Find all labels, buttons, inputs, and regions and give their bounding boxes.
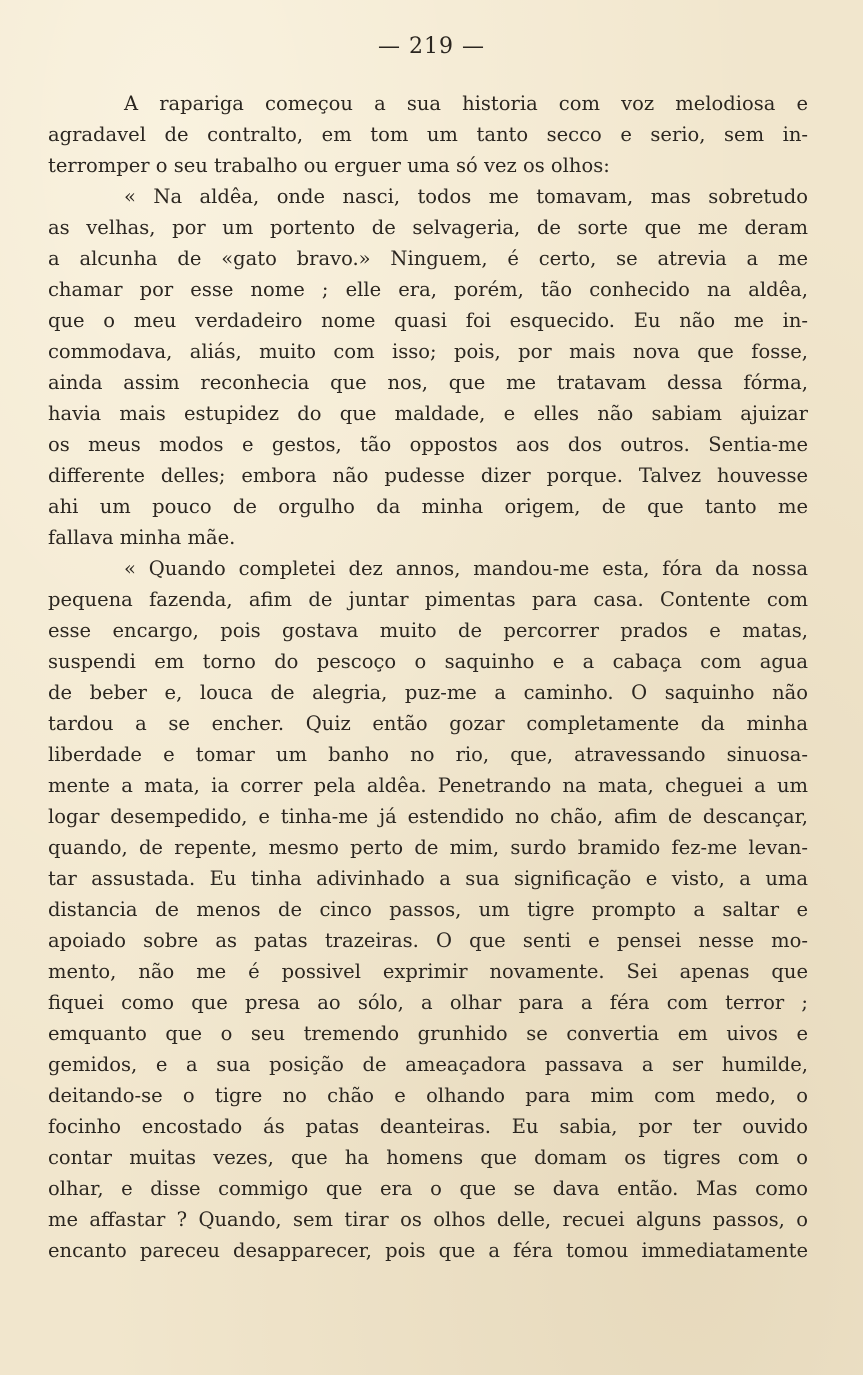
text-line: « Quando completei dez annos, mandou-me esta, fóra da nossa bbox=[124, 557, 808, 580]
text-line: pequena fazenda, afim de juntar pimentas para casa. Contente com bbox=[48, 588, 808, 611]
text-line: A rapariga começou a sua historia com voz melodiosa e bbox=[124, 92, 808, 115]
text-line: fiquei como que presa ao sólo, a olhar para a féra com terror ; bbox=[48, 991, 808, 1014]
page-number: — 219 — bbox=[378, 34, 485, 59]
text-line: apoiado sobre as patas trazeiras. O que senti e pensei nesse mo- bbox=[48, 929, 808, 952]
text-line: a alcunha de «gato bravo.» Ninguem, é certo, se atrevia a me bbox=[48, 247, 808, 270]
text-line: tardou a se encher. Quiz então gozar completamente da minha bbox=[48, 712, 808, 735]
text-line: agradavel de contralto, em tom um tanto secco e serio, sem in- bbox=[48, 123, 808, 146]
text-line: distancia de menos de cinco passos, um tigre prompto a saltar e bbox=[48, 898, 808, 921]
text-line: liberdade e tomar um banho no rio, que, atravessando sinuosa- bbox=[48, 743, 808, 766]
text-line: logar desempedido, e tinha-me já estendido no chão, afim de descançar, bbox=[48, 805, 808, 828]
text-line: suspendi em torno do pescoço o saquinho e a cabaça com agua bbox=[48, 650, 808, 673]
text-line: fallava minha mãe. bbox=[48, 526, 236, 549]
text-line: esse encargo, pois gostava muito de percorrer prados e matas, bbox=[48, 619, 808, 642]
text-line: havia mais estupidez do que maldade, e elles não sabiam ajuizar bbox=[48, 402, 808, 425]
text-line: ahi um pouco de orgulho da minha origem, de que tanto me bbox=[48, 495, 808, 518]
text-line: que o meu verdadeiro nome quasi foi esquecido. Eu não me in- bbox=[48, 309, 808, 332]
text-line: gemidos, e a sua posição de ameaçadora passava a ser humilde, bbox=[48, 1053, 808, 1076]
text-line: differente delles; embora não pudesse dizer porque. Talvez houvesse bbox=[48, 464, 808, 487]
text-line: mento, não me é possivel exprimir novamente. Sei apenas que bbox=[48, 960, 808, 983]
text-line: tar assustada. Eu tinha adivinhado a sua significação e visto, a uma bbox=[48, 867, 808, 890]
text-line: emquanto que o seu tremendo grunhido se convertia em uivos e bbox=[48, 1022, 808, 1045]
text-line: as velhas, por um portento de selvageria, de sorte que me deram bbox=[48, 216, 808, 239]
text-line: terromper o seu trabalho ou erguer uma só vez os olhos: bbox=[48, 154, 610, 177]
text-line: de beber e, louca de alegria, puz-me a caminho. O saquinho não bbox=[48, 681, 808, 704]
text-line: mente a mata, ia correr pela aldêa. Penetrando na mata, cheguei a um bbox=[48, 774, 808, 797]
text-line: os meus modos e gestos, tão oppostos aos dos outros. Sentia-me bbox=[48, 433, 808, 456]
text-line: ainda assim reconhecia que nos, que me tratavam dessa fórma, bbox=[48, 371, 808, 394]
text-line: chamar por esse nome ; elle era, porém, tão conhecido na aldêa, bbox=[48, 278, 808, 301]
text-line: commodava, aliás, muito com isso; pois, por mais nova que fosse, bbox=[48, 340, 808, 363]
text-line: quando, de repente, mesmo perto de mim, surdo bramido fez-me levan- bbox=[48, 836, 808, 859]
text-line: deitando-se o tigre no chão e olhando para mim com medo, o bbox=[48, 1084, 808, 1107]
text-line: olhar, e disse commigo que era o que se dava então. Mas como bbox=[48, 1177, 808, 1200]
text-line: me affastar ? Quando, sem tirar os olhos delle, recuei alguns passos, o bbox=[48, 1208, 808, 1231]
text-line: contar muitas vezes, que ha homens que domam os tigres com o bbox=[48, 1146, 808, 1169]
text-line: encanto pareceu desapparecer, pois que a féra tomou immediatamente bbox=[48, 1239, 808, 1262]
text-line: focinho encostado ás patas deanteiras. Eu sabia, por ter ouvido bbox=[48, 1115, 808, 1138]
text-body bbox=[48, 88, 808, 1266]
text-line: « Na aldêa, onde nasci, todos me tomavam, mas sobretudo bbox=[124, 185, 808, 208]
